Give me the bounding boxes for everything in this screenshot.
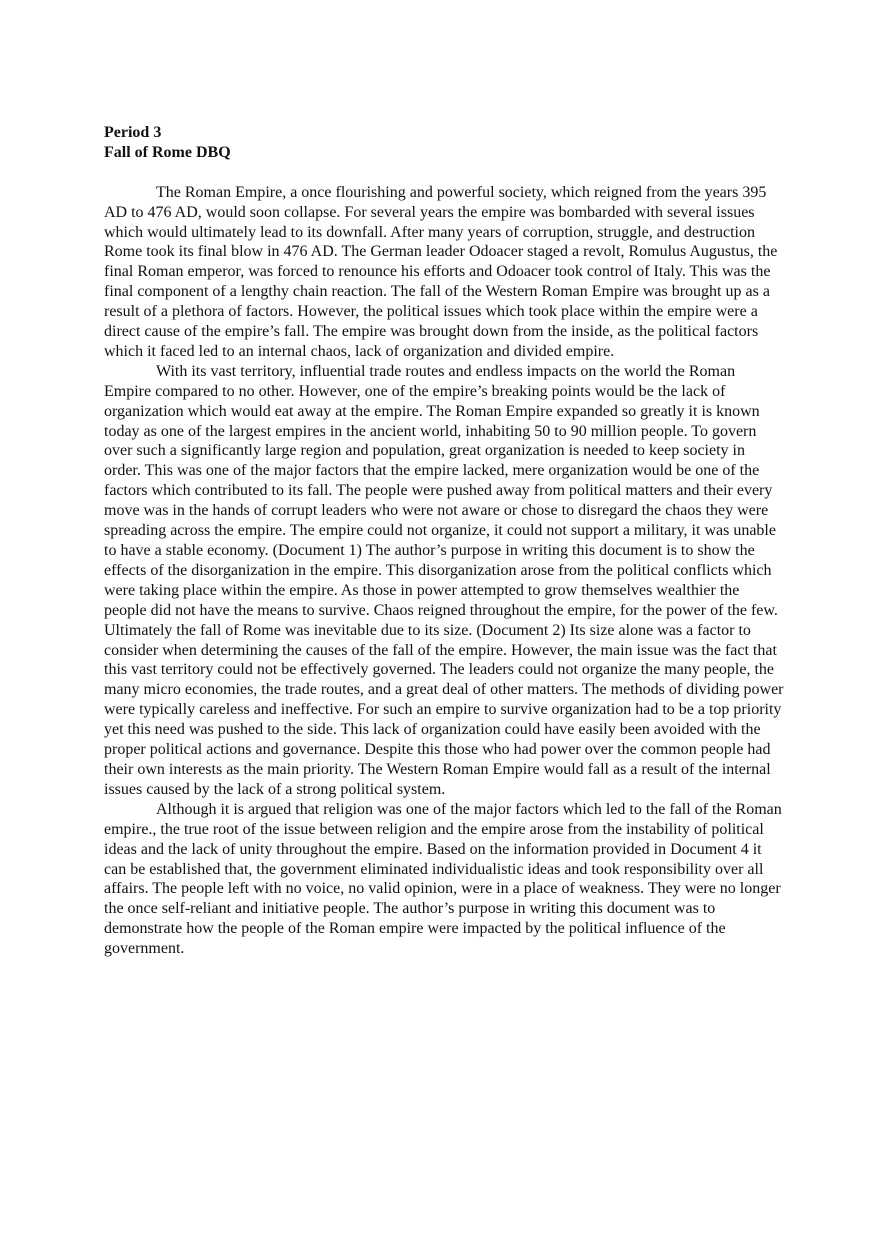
paragraph-organization: With its vast territory, influential trade routes and endless impacts on the world the Roman Empire compared to no other. However, one of the empire’s breaking points would be the lack of organization which would eat away at the empire. The Roman Empire expanded so greatly it is known today as one of the largest empires in the ancient world, inhabiting 50 to 90 million people. To govern over such a significantly large region and population, great organization is needed to keep society in order. This was one of the major factors that the empire lacked, mere organization would be one of the factors which contributed to its fall. The people were pushed away from political matters and their every move was in the hands of corrupt leaders who were not aware or chose to disregard the chaos they were spreading across the empire. The empire could not organize, it could not support a military, it was unable to have a stable economy. (Document 1) The author’s purpose in writing this document is to show the effects of the disorganization in the empire. This disorganization arose from the political conflicts which were taking place within the empire. As those in power attempted to grow themselves wealthier the people did not have the means to survive. Chaos reigned throughout the empire, for the power of the few. Ultimately the fall of Rome was inevitable due to its size. (Document 2) Its size alone was a factor to consider when determining the causes of the fall of the empire. However, the main issue was the fact that this vast territory could not be effectively governed. The leaders could not organize the many people, the many micro economies, the trade routes, and a great deal of other matters. The methods of dividing power were typically careless and ineffective. For such an empire to survive organization had to be a top priority yet this need was pushed to the side. This lack of organization could have easily been avoided with the proper political actions and governance. Despite this those who had power over the common people had their own interests as the main priority. The Western Roman Empire would fall as a result of the internal issues caused by the lack of a strong political system.	[104, 362, 784, 798]
paragraph-religion: Although it is argued that religion was one of the major factors which led to the fall of the Roman empire., the true root of the issue between religion and the empire arose from the instability of political ideas and the lack of unity throughout the empire. Based on the information provided in Document 4 it can be established that, the government eliminated individualistic ideas and took responsibility over all affairs. The people left with no voice, no valid opinion, were in a place of weakness. They were no longer the once self-reliant and initiative people. The author’s purpose in writing this document was to demonstrate how the people of the Roman empire were impacted by the political influence of the government.	[104, 800, 782, 958]
document-page	[104, 123, 784, 959]
paragraph-intro: The Roman Empire, a once flourishing and powerful society, which reigned from the years 395 AD to 476 AD, would soon collapse. For several years the empire was bombarded with several issues which would ultimately lead to its downfall. After many years of corruption, struggle, and destruction Rome took its final blow in 476 AD. The German leader Odoacer staged a revolt, Romulus Augustus, the final Roman emperor, was forced to renounce his efforts and Odoacer took control of Italy. This was the final component of a lengthy chain reaction. The fall of the Western Roman Empire was brought up as a result of a plethora of factors. However, the political issues which took place within the empire were a direct cause of the empire’s fall. The empire was brought down from the inside, as the political factors which it faced led to an internal chaos, lack of organization and divided empire.	[104, 183, 778, 360]
document-title: Fall of Rome DBQ	[104, 143, 231, 161]
period-label: Period 3	[104, 124, 162, 141]
heading-spacer	[104, 163, 784, 183]
